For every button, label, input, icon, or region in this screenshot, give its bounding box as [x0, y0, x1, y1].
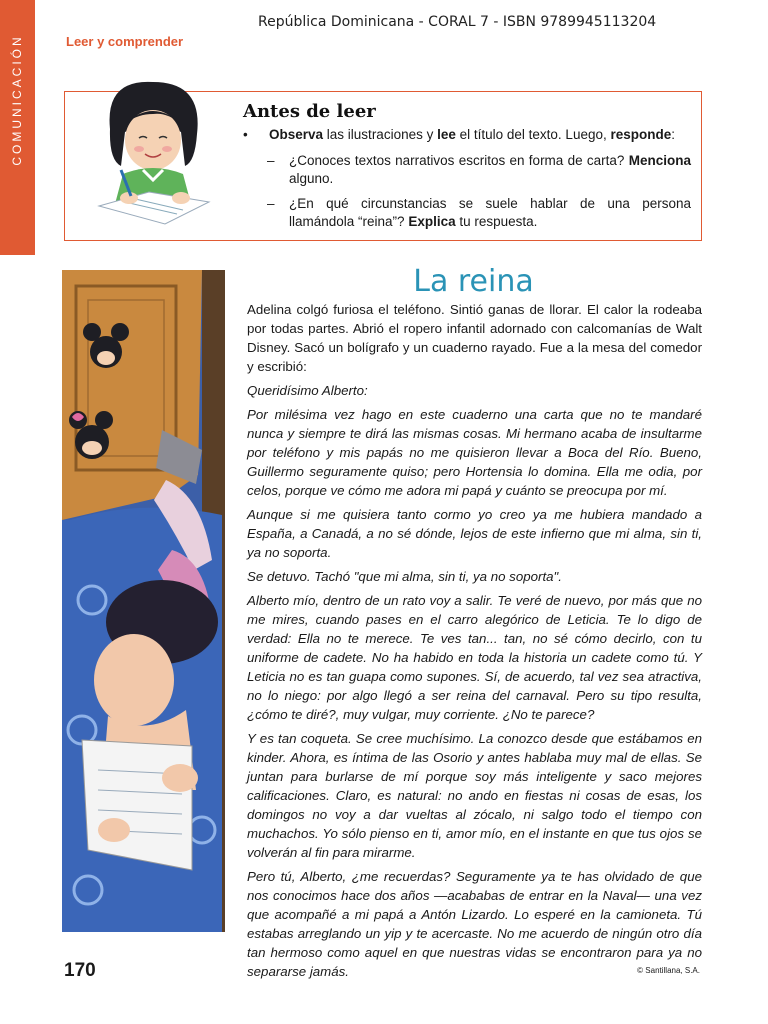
header-reference: República Dominicana - CORAL 7 - ISBN 9789945113204	[258, 14, 657, 30]
instruction-line: • Observa las ilustraciones y lee el título del texto. Luego, responde:	[243, 127, 676, 142]
story-title: La reina	[413, 264, 534, 299]
before-reading-title: Antes de leer	[243, 101, 376, 122]
before-reading-box	[64, 91, 702, 241]
story-paragraph: Alberto mío, dentro de un rato voy a salir. Te veré de nuevo, por más que no me mires, cuando pases en el carro alegórico de Leticia. Te lo digo de verdad: Ella no te merece. Te ves tan... tan, no sé cómo decirlo, con tu uniforme de cadete. No ha habido en toda la historia un cadete como tú. Y Leticia no es tan guapa como supones. Sí, de acuerdo, tal vez sea atractiva, no lo niego: por algo llegó a ser reina del carnaval. Pero su tipo resulta, ¿cómo te diré?, muy vulgar, muy corriente. ¿No te parece?	[247, 593, 702, 722]
copyright: © Santillana, S.A.	[637, 966, 700, 975]
story-paragraph: Se detuvo. Tachó "que mi alma, sin ti, ya no soporta".	[247, 569, 562, 584]
page-number: 170	[64, 960, 96, 981]
section-label: Leer y comprender	[66, 34, 184, 49]
story-paragraph: Aunque si me quisiera tanto cormo yo creo ya me hubiera mandado a España, a Canadá, a no sé dónde, lejos de este infierno que mi alma, sin ti, ya no soporta.	[247, 507, 702, 560]
side-tab-label: COMUNICACIÓN	[10, 34, 24, 166]
story-illustration	[62, 270, 225, 932]
story-paragraph: Y es tan coqueta. Se cree muchísimo. La conozco desde que estábamos en kinder. Ahora, es íntima de las Osorio y antes hablaba muy mal de ellas. Se juntan para burlarse de mí porque soy más inteligente y saco mejores calificaciones. Claro, es natural: no ando en fiestas ni cosas de esas, los domingos no voy a dar vueltas al zócalo, ni salgo todo el tiempo con muchachos. Yo sólo pienso en ti, amor mío, en el instante en que tus ojos se volverán al fin para mirarme.	[247, 731, 702, 860]
story-paragraph: Adelina colgó furiosa el teléfono. Sintió ganas de llorar. El calor la rodeaba por todas partes. Abrió el ropero infantil adornado con calcomanías de Walt Disney. Sacó un bolígrafo y un cuaderno rayado. Fue a la mesa del comedor y escribió:	[247, 302, 702, 374]
bullet-marker: •	[243, 127, 248, 142]
story-body	[247, 300, 702, 986]
instruction-word-lee: lee	[437, 127, 456, 142]
question-1: – ¿Conoces textos narrativos escritos en forma de carta? Menciona alguno.	[267, 153, 691, 186]
instruction-word-observa: Observa	[269, 127, 324, 142]
story-paragraph: Queridísimo Alberto:	[247, 383, 368, 398]
girl-writing-illustration	[85, 74, 225, 232]
side-tab	[0, 0, 35, 255]
story-paragraph: Por milésima vez hago en este cuaderno una carta que no te mandaré nunca y siempre te dirá las mismas cosas. Mi hermano acaba de insultarme por teléfono y mis papás no me quisieron llevar a Boca del Río. Bueno, Guillermo seguramente quiso; pero Hortensia lo domina. Ella me odia, por celos, porque ve cómo me adora mi papá y cuánto se preocupa por mí.	[247, 407, 702, 498]
instruction-word-responde: responde	[610, 127, 672, 142]
story-paragraph: Pero tú, Alberto, ¿me recuerdas? Seguramente ya te has olvidado de que nos conocimos hace dos años —acababas de entrar en la Naval— una vez que acompañé a mi papá a Antón Lizardo. Lo esperé en la camioneta. Tú estabas arreglando un yip y te acercaste. No me acuerdo de ningún otro día tan hermoso como aquel en que nuestras vidas se encontraron para ya no separarse jamás.	[247, 869, 702, 979]
question-2: – ¿En qué circunstancias se suele hablar de una persona llamándola “reina”? Explica tu respuesta.	[267, 196, 691, 229]
